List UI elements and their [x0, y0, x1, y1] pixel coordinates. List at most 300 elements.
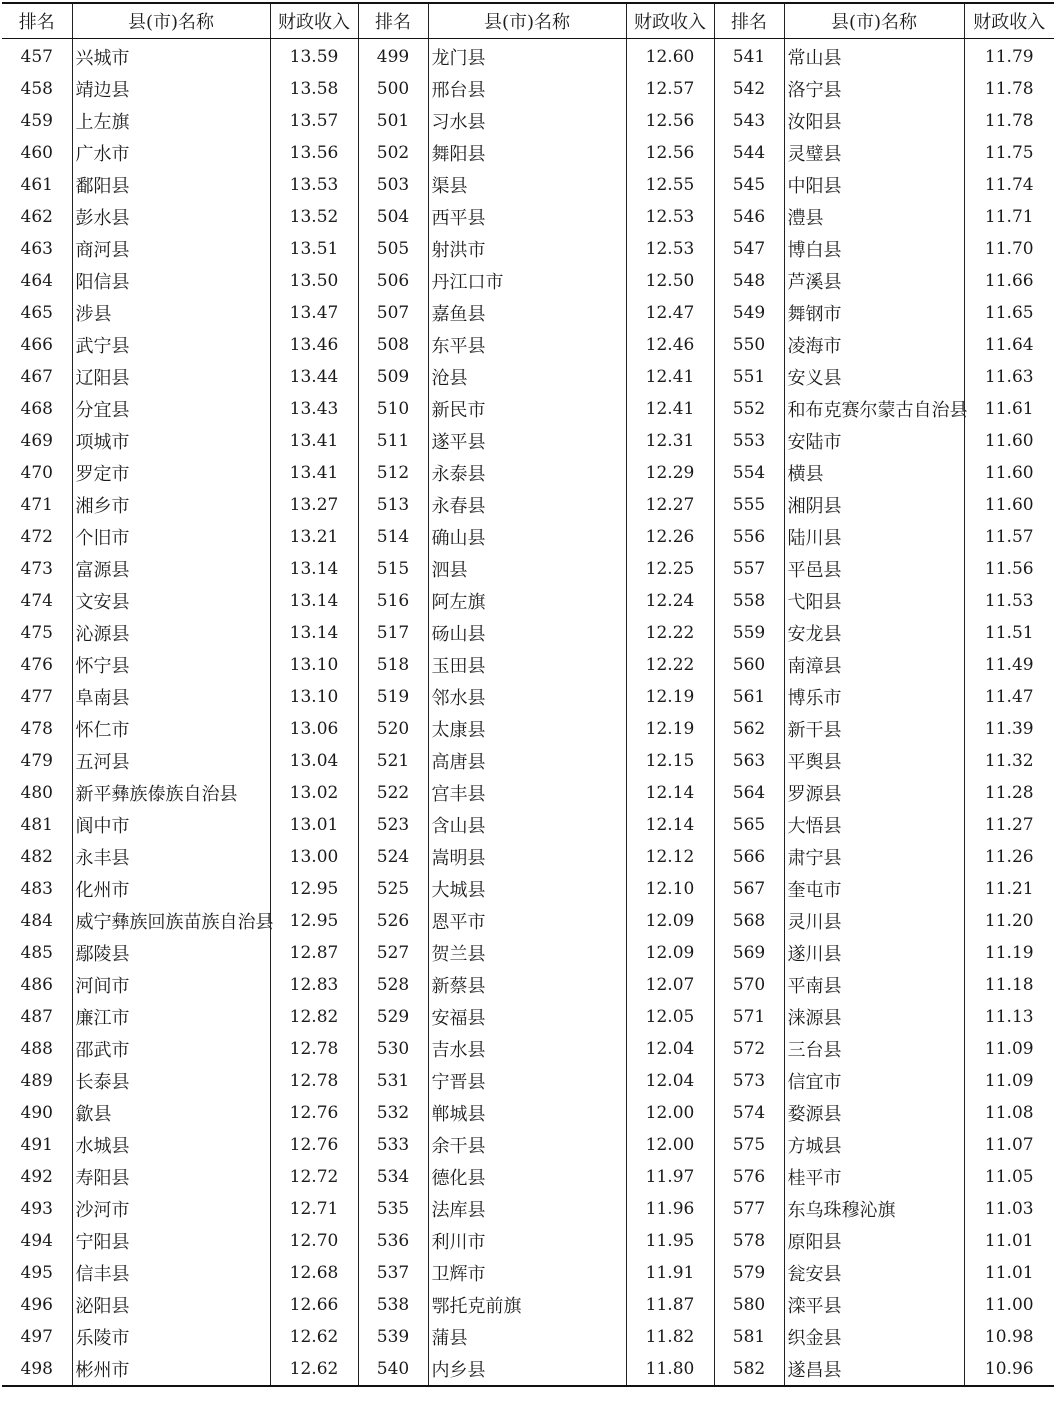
revenue-cell: 12.60 [626, 39, 714, 74]
table-body [2, 39, 1054, 1387]
rank-cell: 581 [714, 1321, 784, 1353]
rank-cell: 461 [20, 175, 53, 195]
rank-cell: 580 [714, 1289, 784, 1321]
revenue-cell: 11.27 [964, 809, 1054, 841]
revenue-cell: 12.47 [626, 297, 714, 329]
rank-cell: 571 [714, 1001, 784, 1033]
county-name-cell: 婺源县 [784, 1097, 964, 1129]
rank-cell: 473 [20, 559, 53, 579]
rank-cell: 493 [20, 1199, 53, 1219]
revenue-cell: 12.04 [626, 1033, 714, 1065]
rank-cell: 471 [20, 495, 53, 515]
revenue-cell: 11.09 [964, 1033, 1054, 1065]
county-name-cell: 郸城县 [428, 1097, 626, 1129]
county-name-cell: 泌阳县 [72, 1289, 270, 1321]
county-name-cell: 泗县 [428, 553, 626, 585]
revenue-cell: 11.19 [964, 937, 1054, 969]
revenue-cell: 12.76 [270, 1129, 358, 1161]
table-row [2, 969, 1054, 1001]
table-row [2, 1161, 1054, 1193]
rank-cell: 488 [20, 1039, 53, 1059]
county-name-cell: 南漳县 [784, 649, 964, 681]
county-name-cell: 习水县 [428, 105, 626, 137]
table-row [2, 137, 1054, 169]
county-name-cell: 大悟县 [784, 809, 964, 841]
revenue-cell: 12.07 [626, 969, 714, 1001]
county-name-cell: 东乌珠穆沁旗 [784, 1193, 964, 1225]
rank-cell: 481 [20, 815, 53, 835]
revenue-cell: 13.21 [270, 521, 358, 553]
table-row [2, 1321, 1054, 1353]
revenue-cell: 13.27 [270, 489, 358, 521]
revenue-cell: 10.96 [964, 1353, 1054, 1386]
rank-cell: 578 [714, 1225, 784, 1257]
revenue-cell: 11.78 [964, 73, 1054, 105]
rank-cell: 543 [714, 105, 784, 137]
rank-cell: 532 [358, 1097, 428, 1129]
header-county-name: 县(市)名称 [428, 3, 626, 39]
county-name-cell: 彬州市 [72, 1353, 270, 1386]
rank-cell: 546 [714, 201, 784, 233]
revenue-cell: 12.05 [626, 1001, 714, 1033]
rank-cell: 536 [358, 1225, 428, 1257]
revenue-cell: 11.53 [964, 585, 1054, 617]
county-name-cell: 歙县 [72, 1097, 270, 1129]
table-row [2, 105, 1054, 137]
county-name-cell: 内乡县 [428, 1353, 626, 1386]
rank-cell: 472 [20, 527, 53, 547]
rank-cell: 528 [358, 969, 428, 1001]
rank-cell: 482 [20, 847, 53, 867]
rank-cell: 464 [20, 271, 53, 291]
rank-cell: 556 [714, 521, 784, 553]
revenue-cell: 11.20 [964, 905, 1054, 937]
rank-cell: 568 [714, 905, 784, 937]
county-name-cell: 舞钢市 [784, 297, 964, 329]
revenue-cell: 11.75 [964, 137, 1054, 169]
header-revenue: 财政收入 [626, 3, 714, 39]
revenue-cell: 11.57 [964, 521, 1054, 553]
county-name-cell: 灵璧县 [784, 137, 964, 169]
rank-cell: 491 [20, 1135, 53, 1155]
revenue-cell: 11.65 [964, 297, 1054, 329]
revenue-cell: 12.15 [626, 745, 714, 777]
rank-cell: 566 [714, 841, 784, 873]
revenue-cell: 11.79 [964, 39, 1054, 74]
county-name-cell: 太康县 [428, 713, 626, 745]
table-row [2, 489, 1054, 521]
rank-cell: 518 [358, 649, 428, 681]
county-name-cell: 法库县 [428, 1193, 626, 1225]
table-row [2, 937, 1054, 969]
revenue-cell: 11.87 [626, 1289, 714, 1321]
revenue-cell: 11.00 [964, 1289, 1054, 1321]
rank-cell: 458 [20, 79, 53, 99]
rank-cell: 466 [20, 335, 53, 355]
table-row [2, 713, 1054, 745]
rank-cell: 498 [20, 1359, 53, 1379]
rank-cell: 551 [714, 361, 784, 393]
revenue-cell: 11.09 [964, 1065, 1054, 1097]
county-name-cell: 信宜市 [784, 1065, 964, 1097]
county-name-cell: 德化县 [428, 1161, 626, 1193]
county-name-cell: 水城县 [72, 1129, 270, 1161]
rank-cell: 514 [358, 521, 428, 553]
revenue-cell: 11.61 [964, 393, 1054, 425]
county-name-cell: 方城县 [784, 1129, 964, 1161]
rank-cell: 573 [714, 1065, 784, 1097]
county-name-cell: 长泰县 [72, 1065, 270, 1097]
revenue-cell: 11.82 [626, 1321, 714, 1353]
rank-cell: 574 [714, 1097, 784, 1129]
revenue-cell: 10.98 [964, 1321, 1054, 1353]
county-name-cell: 兴城市 [72, 39, 270, 74]
table-row [2, 1257, 1054, 1289]
header-county-name: 县(市)名称 [72, 3, 270, 39]
revenue-cell: 11.91 [626, 1257, 714, 1289]
county-name-cell: 化州市 [72, 873, 270, 905]
revenue-cell: 12.12 [626, 841, 714, 873]
revenue-cell: 13.43 [270, 393, 358, 425]
revenue-cell: 13.02 [270, 777, 358, 809]
rank-cell: 478 [20, 719, 53, 739]
revenue-cell: 11.60 [964, 489, 1054, 521]
revenue-cell: 12.22 [626, 617, 714, 649]
table-row [2, 1289, 1054, 1321]
county-name-cell: 横县 [784, 457, 964, 489]
rank-cell: 549 [714, 297, 784, 329]
revenue-cell: 11.66 [964, 265, 1054, 297]
rank-cell: 476 [20, 655, 53, 675]
revenue-cell: 11.39 [964, 713, 1054, 745]
revenue-cell: 12.41 [626, 361, 714, 393]
county-name-cell: 恩平市 [428, 905, 626, 937]
county-name-cell: 东平县 [428, 329, 626, 361]
revenue-cell: 13.53 [270, 169, 358, 201]
revenue-cell: 13.52 [270, 201, 358, 233]
table-row [2, 265, 1054, 297]
rank-cell: 484 [20, 911, 53, 931]
rank-cell: 563 [714, 745, 784, 777]
rank-cell: 544 [714, 137, 784, 169]
rank-cell: 475 [20, 623, 53, 643]
county-name-cell: 湘乡市 [72, 489, 270, 521]
table-row [2, 297, 1054, 329]
county-name-cell: 商河县 [72, 233, 270, 265]
rank-cell: 538 [358, 1289, 428, 1321]
rank-cell: 547 [714, 233, 784, 265]
revenue-cell: 11.47 [964, 681, 1054, 713]
county-name-cell: 原阳县 [784, 1225, 964, 1257]
county-name-cell: 博乐市 [784, 681, 964, 713]
revenue-cell: 13.59 [270, 39, 358, 74]
rank-cell: 483 [20, 879, 53, 899]
rank-cell: 502 [358, 137, 428, 169]
rank-cell: 517 [358, 617, 428, 649]
rank-cell: 485 [20, 943, 53, 963]
rank-cell: 519 [358, 681, 428, 713]
rank-cell: 512 [358, 457, 428, 489]
table-row [2, 649, 1054, 681]
county-name-cell: 宁阳县 [72, 1225, 270, 1257]
rank-cell: 541 [714, 39, 784, 74]
rank-cell: 553 [714, 425, 784, 457]
rank-cell: 520 [358, 713, 428, 745]
revenue-cell: 12.53 [626, 201, 714, 233]
county-name-cell: 宁晋县 [428, 1065, 626, 1097]
county-name-cell: 廉江市 [72, 1001, 270, 1033]
county-name-cell: 滦平县 [784, 1289, 964, 1321]
revenue-cell: 11.70 [964, 233, 1054, 265]
county-name-cell: 西平县 [428, 201, 626, 233]
rank-cell: 486 [20, 975, 53, 995]
revenue-cell: 12.09 [626, 905, 714, 937]
county-name-cell: 桂平市 [784, 1161, 964, 1193]
county-name-cell: 平南县 [784, 969, 964, 1001]
rank-cell: 496 [20, 1295, 53, 1315]
county-name-cell: 信丰县 [72, 1257, 270, 1289]
revenue-cell: 13.41 [270, 457, 358, 489]
rank-cell: 561 [714, 681, 784, 713]
rank-cell: 460 [20, 143, 53, 163]
rank-cell: 500 [358, 73, 428, 105]
table-row [2, 329, 1054, 361]
revenue-cell: 12.78 [270, 1065, 358, 1097]
revenue-cell: 12.00 [626, 1129, 714, 1161]
county-name-cell: 龙门县 [428, 39, 626, 74]
header-rank: 排名 [2, 3, 72, 39]
table-row [2, 1129, 1054, 1161]
revenue-cell: 11.63 [964, 361, 1054, 393]
revenue-cell: 11.21 [964, 873, 1054, 905]
county-name-cell: 芦溪县 [784, 265, 964, 297]
revenue-cell: 12.62 [270, 1321, 358, 1353]
revenue-cell: 12.56 [626, 137, 714, 169]
table-row [2, 233, 1054, 265]
county-name-cell: 阳信县 [72, 265, 270, 297]
rank-cell: 564 [714, 777, 784, 809]
revenue-cell: 13.10 [270, 681, 358, 713]
county-name-cell: 河间市 [72, 969, 270, 1001]
county-name-cell: 博白县 [784, 233, 964, 265]
county-name-cell: 项城市 [72, 425, 270, 457]
table-row [2, 745, 1054, 777]
revenue-cell: 12.09 [626, 937, 714, 969]
revenue-cell: 12.70 [270, 1225, 358, 1257]
revenue-cell: 12.55 [626, 169, 714, 201]
county-name-cell: 阿左旗 [428, 585, 626, 617]
county-name-cell: 瓮安县 [784, 1257, 964, 1289]
table-row [2, 1353, 1054, 1386]
county-name-cell: 渠县 [428, 169, 626, 201]
table-row [2, 873, 1054, 905]
county-name-cell: 灵川县 [784, 905, 964, 937]
county-name-cell: 玉田县 [428, 649, 626, 681]
county-name-cell: 文安县 [72, 585, 270, 617]
table-row [2, 617, 1054, 649]
rank-cell: 505 [358, 233, 428, 265]
county-name-cell: 奎屯市 [784, 873, 964, 905]
revenue-cell: 11.49 [964, 649, 1054, 681]
rank-cell: 526 [358, 905, 428, 937]
county-name-cell: 陆川县 [784, 521, 964, 553]
rank-cell: 576 [714, 1161, 784, 1193]
revenue-cell: 12.57 [626, 73, 714, 105]
revenue-cell: 12.19 [626, 713, 714, 745]
header-rank: 排名 [358, 3, 428, 39]
rank-cell: 499 [358, 39, 428, 74]
table-row [2, 777, 1054, 809]
table-row [2, 73, 1054, 105]
county-name-cell: 安福县 [428, 1001, 626, 1033]
table-row [2, 1001, 1054, 1033]
revenue-cell: 13.14 [270, 617, 358, 649]
table-row [2, 809, 1054, 841]
rank-cell: 582 [714, 1353, 784, 1386]
revenue-cell: 13.14 [270, 553, 358, 585]
table-row [2, 39, 1054, 74]
rank-cell: 459 [20, 111, 53, 131]
table-row [2, 585, 1054, 617]
rank-cell: 497 [20, 1327, 53, 1347]
county-name-cell: 三台县 [784, 1033, 964, 1065]
rank-cell: 569 [714, 937, 784, 969]
rank-cell: 509 [358, 361, 428, 393]
county-name-cell: 个旧市 [72, 521, 270, 553]
county-name-cell: 织金县 [784, 1321, 964, 1353]
county-name-cell: 五河县 [72, 745, 270, 777]
county-name-cell: 怀宁县 [72, 649, 270, 681]
revenue-cell: 12.22 [626, 649, 714, 681]
header-revenue: 财政收入 [270, 3, 358, 39]
county-name-cell: 含山县 [428, 809, 626, 841]
revenue-cell: 11.71 [964, 201, 1054, 233]
rank-cell: 552 [714, 393, 784, 425]
table-row [2, 1065, 1054, 1097]
revenue-cell: 11.60 [964, 457, 1054, 489]
revenue-cell: 11.56 [964, 553, 1054, 585]
rank-cell: 457 [20, 47, 53, 67]
county-name-cell: 贺兰县 [428, 937, 626, 969]
rank-cell: 558 [714, 585, 784, 617]
county-name-cell: 阜南县 [72, 681, 270, 713]
county-name-cell: 邻水县 [428, 681, 626, 713]
revenue-cell: 12.29 [626, 457, 714, 489]
revenue-cell: 12.31 [626, 425, 714, 457]
rank-cell: 562 [714, 713, 784, 745]
county-name-cell: 寿阳县 [72, 1161, 270, 1193]
county-name-cell: 利川市 [428, 1225, 626, 1257]
county-name-cell: 湘阴县 [784, 489, 964, 521]
rank-cell: 570 [714, 969, 784, 1001]
rank-cell: 545 [714, 169, 784, 201]
rank-cell: 492 [20, 1167, 53, 1187]
county-name-cell: 余干县 [428, 1129, 626, 1161]
table-row [2, 1225, 1054, 1257]
table-row [2, 1193, 1054, 1225]
revenue-cell: 12.68 [270, 1257, 358, 1289]
revenue-cell: 11.28 [964, 777, 1054, 809]
table-row [2, 553, 1054, 585]
table-row [2, 1097, 1054, 1129]
county-name-cell: 肃宁县 [784, 841, 964, 873]
county-name-cell: 新蔡县 [428, 969, 626, 1001]
county-name-cell: 遂平县 [428, 425, 626, 457]
revenue-cell: 12.71 [270, 1193, 358, 1225]
rank-cell: 577 [714, 1193, 784, 1225]
rank-cell: 463 [20, 239, 53, 259]
rank-cell: 579 [714, 1257, 784, 1289]
rank-cell: 490 [20, 1103, 53, 1123]
revenue-cell: 11.13 [964, 1001, 1054, 1033]
revenue-cell: 12.25 [626, 553, 714, 585]
table-row [2, 425, 1054, 457]
revenue-cell: 13.00 [270, 841, 358, 873]
rank-cell: 467 [20, 367, 53, 387]
county-name-cell: 吉水县 [428, 1033, 626, 1065]
revenue-cell: 11.60 [964, 425, 1054, 457]
county-name-cell: 新平彝族傣族自治县 [72, 777, 270, 809]
header-revenue: 财政收入 [964, 3, 1054, 39]
rank-cell: 524 [358, 841, 428, 873]
county-name-cell: 涞源县 [784, 1001, 964, 1033]
county-name-cell: 上左旗 [72, 105, 270, 137]
county-name-cell: 永泰县 [428, 457, 626, 489]
revenue-cell: 12.41 [626, 393, 714, 425]
county-name-cell: 舞阳县 [428, 137, 626, 169]
county-name-cell: 汝阳县 [784, 105, 964, 137]
revenue-cell: 11.26 [964, 841, 1054, 873]
county-name-cell: 嘉鱼县 [428, 297, 626, 329]
revenue-cell: 13.06 [270, 713, 358, 745]
table-row [2, 169, 1054, 201]
revenue-cell: 13.41 [270, 425, 358, 457]
table-row [2, 681, 1054, 713]
county-name-cell: 广水市 [72, 137, 270, 169]
rank-cell: 468 [20, 399, 53, 419]
rank-cell: 479 [20, 751, 53, 771]
revenue-cell: 11.01 [964, 1257, 1054, 1289]
rank-cell: 565 [714, 809, 784, 841]
rank-cell: 516 [358, 585, 428, 617]
rank-cell: 504 [358, 201, 428, 233]
county-name-cell: 辽阳县 [72, 361, 270, 393]
county-name-cell: 和布克赛尔蒙古自治县 [784, 393, 964, 425]
rank-cell: 489 [20, 1071, 53, 1091]
revenue-cell: 12.83 [270, 969, 358, 1001]
header-row [2, 3, 1054, 39]
rank-cell: 548 [714, 265, 784, 297]
revenue-cell: 13.57 [270, 105, 358, 137]
county-name-cell: 罗定市 [72, 457, 270, 489]
revenue-cell: 11.51 [964, 617, 1054, 649]
table-row [2, 1033, 1054, 1065]
revenue-cell: 12.50 [626, 265, 714, 297]
county-name-cell: 邢台县 [428, 73, 626, 105]
rank-cell: 469 [20, 431, 53, 451]
county-name-cell: 凌海市 [784, 329, 964, 361]
revenue-cell: 12.95 [270, 905, 358, 937]
revenue-cell: 13.04 [270, 745, 358, 777]
rank-cell: 539 [358, 1321, 428, 1353]
revenue-cell: 13.58 [270, 73, 358, 105]
county-name-cell: 遂川县 [784, 937, 964, 969]
revenue-cell: 12.10 [626, 873, 714, 905]
rank-cell: 470 [20, 463, 53, 483]
rank-cell: 534 [358, 1161, 428, 1193]
revenue-cell: 12.56 [626, 105, 714, 137]
table-row [2, 457, 1054, 489]
